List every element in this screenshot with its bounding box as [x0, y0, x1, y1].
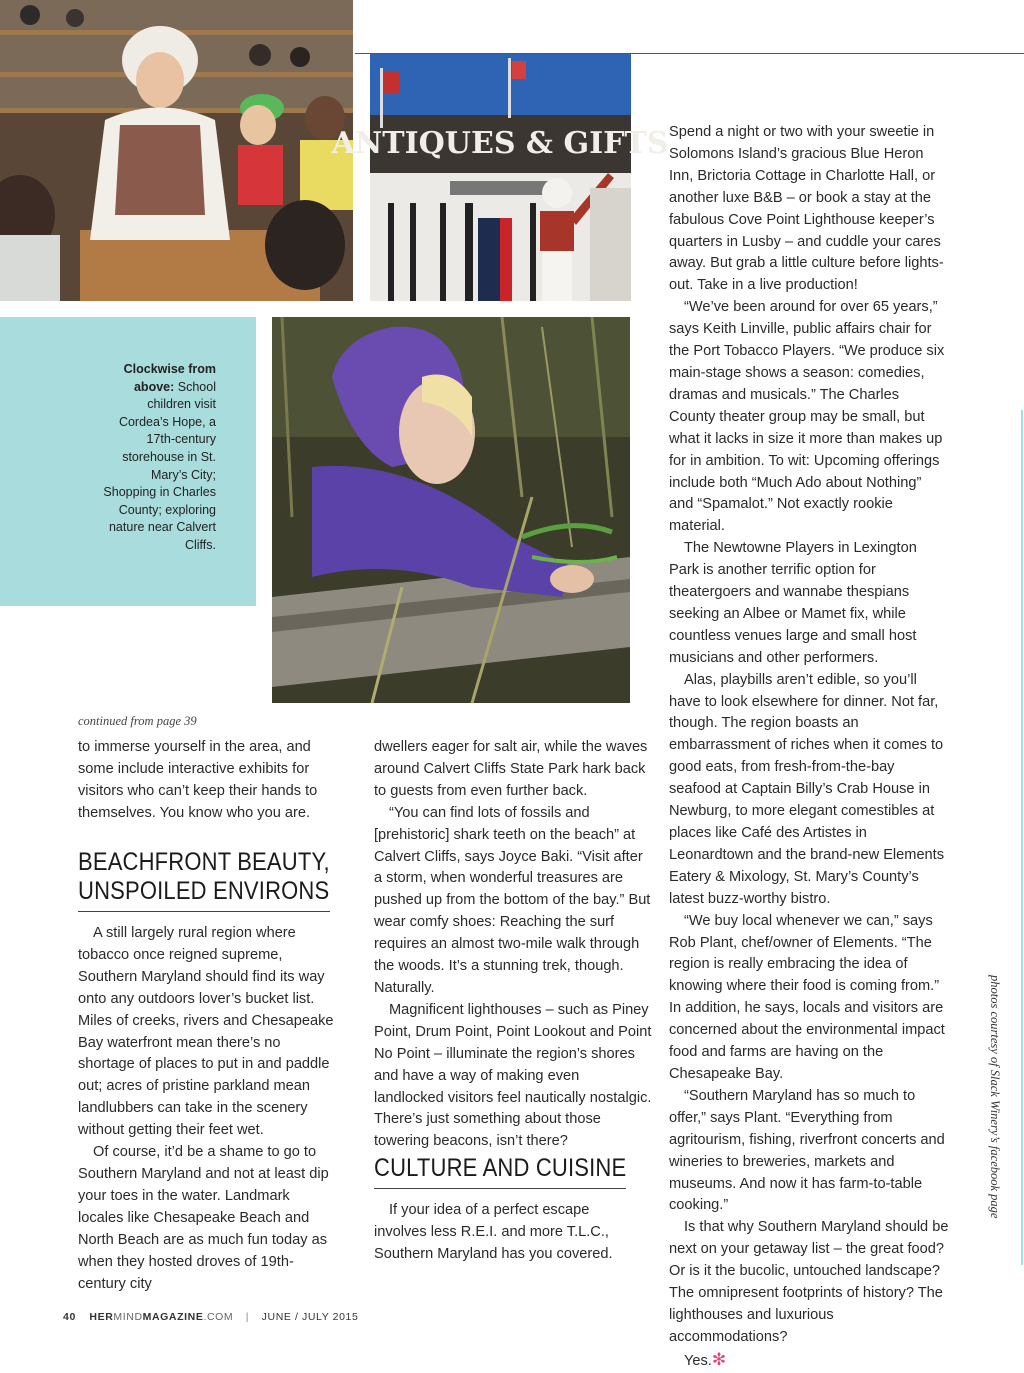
col1-intro-text: to immerse yourself in the area, and some include interactive exhibits for visitors who can’t keep their hands to themselves. You know who you are.	[78, 739, 318, 821]
column-1-intro	[78, 737, 333, 825]
col3-paragraph-3: The Newtowne Players in Lexington Park is another terrific option for theatergoers and wannabe thespians seeking an Albee or Mamet fix, while countless venues large and small host musicians and other performers.	[669, 540, 917, 666]
photo-credit: photos courtesy of Slack Winery’s facebook page	[988, 975, 1002, 1219]
col3-paragraph-6: “Southern Maryland has so much to offer,” says Plant. “Everything from agritourism, fishing, riverfront concerts and wineries to breweries, markets and museums. And now it has farm-to-table cooking.”	[669, 1087, 945, 1214]
heading-beachfront-rule	[78, 911, 330, 912]
brand-her: HER	[89, 1311, 114, 1323]
col1-paragraph-3: Of course, it’d be a shame to go to Southern Maryland and not at least dip your toes in the water. Landmark locales like Chesapeake Beach and North Beach are as much fun today as when they hosted droves of 19th-century city	[78, 1144, 329, 1292]
footer-separator: |	[245, 1311, 250, 1323]
photo-children-storehouse	[0, 0, 353, 301]
brand-mind: MIND	[113, 1311, 143, 1323]
col1-paragraph-2: A still largely rural region where tobacco once reigned supreme, Southern Maryland should find its way onto any outdoors lover’s bucket list. Miles of creeks, rivers and Chesapeake Bay waterfront mean there’s no shortage of places to put in and paddle out; acres of pristine parkland mean landlubbers can take in the scenery without getting their feet wet.	[78, 925, 334, 1139]
side-accent-line	[1021, 410, 1023, 1265]
heading-culture	[374, 1154, 626, 1183]
col3-end-text: Yes.	[684, 1352, 712, 1369]
page-footer	[63, 1311, 358, 1323]
caption-body: School children visit Cordea’s Hope, a 17th-century storehouse in St. Mary’s City; Shopping in Charles County; exploring nature near Calvert Cliffs.	[103, 379, 216, 552]
heading-beachfront-line2: UNSPOILED ENVIRONS	[78, 877, 330, 905]
top-rule	[355, 53, 1024, 54]
brand-magazine: MAGAZINE	[142, 1311, 204, 1323]
issue-date: JUNE / JULY 2015	[261, 1311, 359, 1323]
heading-beachfront-line1: BEACHFRONT BEAUTY,	[78, 848, 330, 876]
sign-text: ANTIQUES & GIFTS	[331, 126, 669, 161]
photo-antiques-shop	[331, 53, 669, 301]
col2-paragraph-1: dwellers eager for salt air, while the waves around Calvert Cliffs State Park hark back to guests from even further back.	[374, 739, 648, 799]
brand-com: .COM	[203, 1311, 234, 1323]
photo-child-nature	[272, 317, 630, 703]
col3-ending	[669, 1349, 949, 1373]
col3-paragraph-7: Is that why Southern Maryland should be next on your getaway list – the great food? Or is it the bucolic, untouched landscape? The omnipresent footprints of history? The lighthouses and luxurious accommodations?	[669, 1219, 949, 1345]
photo-caption	[100, 361, 216, 555]
continued-note: continued from page 39	[78, 714, 197, 728]
col3-paragraph-4: Alas, playbills aren’t edible, so you’ll have to look elsewhere for dinner. Not far, though. The region boasts an embarrassment of riches when it comes to good eats, from fresh-from-the-bay seafood at Captain Billy’s Crab House in Newburg, to more elegant comestibles at places like Café des Artistes in Leonardtown and the brand-new Elements Eatery & Mixology, St. Mary’s County’s latest buzz-worthy bistro.	[669, 671, 945, 907]
column-3	[669, 122, 949, 1373]
page-number: 40	[63, 1311, 76, 1323]
column-1-body	[78, 923, 336, 1295]
col3-paragraph-5: “We buy local whenever we can,” says Rob Plant, chef/owner of Elements. “The region is really embracing the idea of knowing where their food is coming from.” In addition, he says, locals and visitors are concerned about the environmental impact food and farms are having on the Chesapeake Bay.	[669, 912, 945, 1082]
heading-culture-text: CULTURE AND CUISINE	[374, 1154, 627, 1182]
col3-paragraph-1: Spend a night or two with your sweetie in Solomons Island’s gracious Blue Heron Inn, Brictoria Cottage in Charlotte Hall, or another luxe B&B – or book a stay at the fabulous Cove Point Lighthouse keeper’s quarters in Lusby – and cuddle your cares away. But grab a little culture before lights-out. Take in a live production!	[669, 124, 944, 294]
heading-beachfront	[78, 848, 330, 906]
col2-paragraph-4: If your idea of a perfect escape involves less R.E.I. and more T.L.C., Southern Maryland has you covered.	[374, 1202, 613, 1262]
col2-paragraph-3: Magnificent lighthouses – such as Piney Point, Drum Point, Point Lookout and Point No Point – illuminate the region’s shores and have a way of making even landlocked visitors feel nautically nostalgic. There’s just something about those towering beacons, isn’t there?	[374, 1001, 652, 1150]
col2-paragraph-2: “You can find lots of fossils and [prehistoric] shark teeth on the beach” at Calvert Cliffs, says Joyce Baki. “Visit after a storm, when wonderful treasures are pushed up from the bottom of the bay.” But wear comfy shoes: Reaching the surf requires an almost two-mile walk through the woods. It’s a stunning trek, though. Naturally.	[374, 804, 651, 996]
col3-paragraph-2: “We’ve been around for over 65 years,” says Keith Linville, public affairs chair for the Port Tobacco Players. “We produce six main-stage shows a season: comedies, dramas and musicals.” The Charles County theater group may be small, but what it lacks in size it more than makes up for in ambition. To wit: Upcoming offerings include both “Much Ado about Nothing” and “Spamalot.” Not exactly rookie material.	[669, 299, 945, 535]
caption-lead: Clockwise from above:	[123, 362, 216, 394]
end-mark-icon: ✻	[711, 1349, 727, 1369]
column-2-bottom	[374, 1200, 636, 1266]
heading-culture-rule	[374, 1188, 626, 1189]
column-2-top	[374, 737, 652, 1153]
